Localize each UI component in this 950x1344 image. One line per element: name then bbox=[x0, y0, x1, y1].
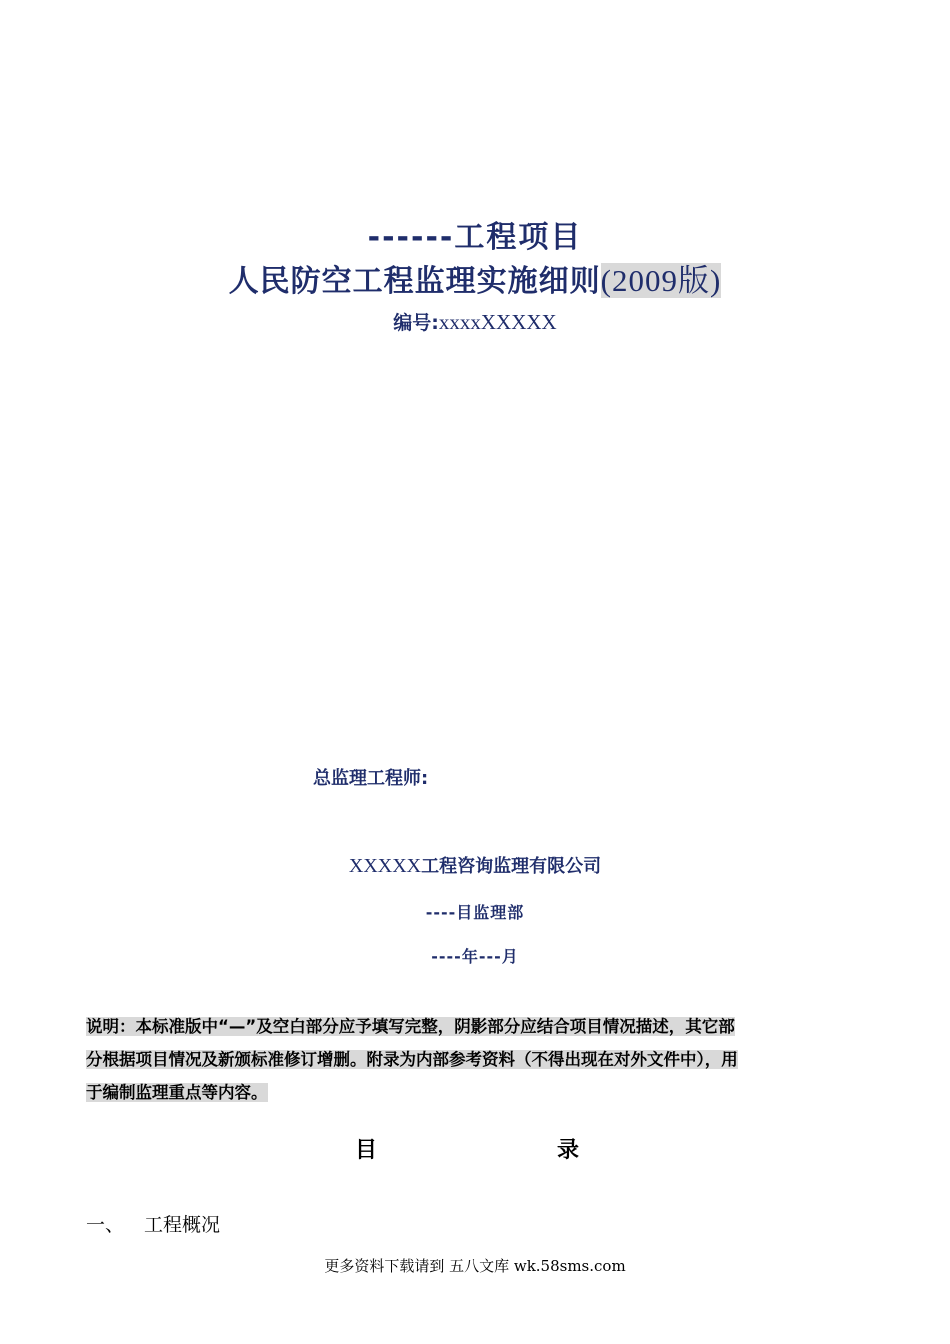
department-line: ----目监理部 bbox=[425, 903, 525, 922]
company-line bbox=[0, 852, 950, 878]
document-code-value: xxxxXXXXX bbox=[438, 310, 557, 334]
cover-title-line2 bbox=[0, 255, 950, 300]
page-footer: 更多资料下载请到 五八文库 wk.58sms.com bbox=[324, 1257, 626, 1275]
section-title: 工程概况 bbox=[144, 1214, 221, 1236]
cover-title-version: (2009版) bbox=[600, 263, 722, 298]
note-text: 分根据项目情况及新颁标准修订增删。附录为内部参考资料（不得出现在对外文件中），用 bbox=[86, 1050, 738, 1069]
note-line bbox=[86, 1010, 866, 1043]
cover-title-main: 人民防空工程监理实施细则 bbox=[228, 264, 601, 299]
toc-section-1 bbox=[86, 1210, 220, 1237]
note-line bbox=[86, 1043, 866, 1076]
section-number: 一、 bbox=[86, 1214, 125, 1236]
document-code-label: 编号: bbox=[393, 312, 439, 334]
note-text: 说明：本标准版中“—”及空白部分应予填写完整，阴影部分应结合项目情况描述，其它部 bbox=[86, 1017, 735, 1036]
toc-heading-char-1: 目 bbox=[355, 1138, 378, 1163]
chief-engineer-label: 总监理工程师: bbox=[313, 768, 429, 789]
company-prefix: XXXXX bbox=[348, 855, 422, 877]
note-text: 于编制监理重点等内容。 bbox=[86, 1083, 268, 1102]
document-code bbox=[0, 308, 950, 335]
instruction-note bbox=[86, 1010, 866, 1109]
cover-title-project: ------工程项目 bbox=[367, 220, 583, 255]
company-name: 工程咨询监理有限公司 bbox=[421, 856, 602, 877]
cover-title-line1 bbox=[0, 212, 950, 256]
toc-heading-char-2: 录 bbox=[557, 1138, 580, 1163]
toc-heading bbox=[355, 1133, 579, 1164]
date-line: ----年---月 bbox=[431, 947, 519, 966]
note-line bbox=[86, 1076, 866, 1109]
